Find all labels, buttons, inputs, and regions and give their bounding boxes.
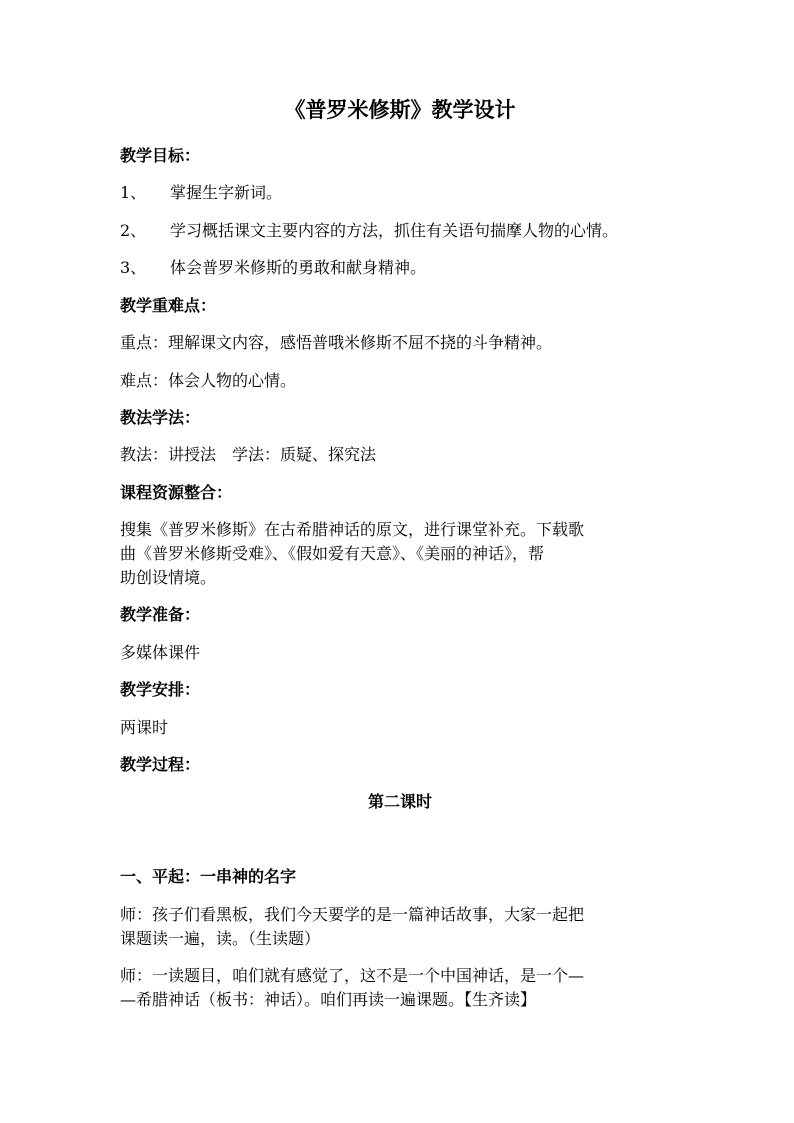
goal-text: 掌握生字新词。 <box>170 183 283 202</box>
goal-item-3 <box>120 256 426 279</box>
methods-text: 教法：讲授法 学法：质疑、探究法 <box>120 445 377 464</box>
goal-number: 3、 <box>120 258 147 277</box>
resources-heading: 课程资源整合： <box>120 483 233 502</box>
resources-line-2: 曲《普罗米修斯受难》、《假如爱有天意》、《美丽的神话》，帮 <box>120 544 545 563</box>
document-title: 《普罗米修斯》教学设计 <box>284 97 516 122</box>
dialogue-line-2a: 师：一读题目，咱们就有感觉了，这不是一个中国神话，是一个— <box>120 966 585 985</box>
dialogue-line-1a: 师：孩子们看黑板，我们今天要学的是一篇神话故事，大家一起把 <box>120 905 585 924</box>
goal-number: 2、 <box>120 221 147 240</box>
key-points-heading: 教学重难点： <box>120 296 217 315</box>
session-title: 第二课时 <box>367 792 432 811</box>
preparation-text: 多媒体课件 <box>120 643 201 662</box>
dialogue-line-2b: —希腊神话（板书：神话）。咱们再读一遍课题。【生齐读】 <box>120 990 537 1009</box>
process-heading: 教学过程： <box>120 755 201 774</box>
arrangement-heading: 教学安排： <box>120 680 201 699</box>
goal-text: 学习概括课文主要内容的方法，抓住有关语句揣摩人物的心情。 <box>170 221 619 240</box>
focus-text: 重点：理解课文内容，感悟普哦米修斯不屈不挠的斗争精神。 <box>120 333 553 352</box>
goal-number: 1、 <box>120 183 147 202</box>
goal-item-1 <box>120 181 282 204</box>
methods-heading: 教法学法： <box>120 408 201 427</box>
preparation-heading: 教学准备： <box>120 605 201 624</box>
section-1-heading: 一、平起：一串神的名字 <box>120 867 297 886</box>
goal-text: 体会普罗米修斯的勇敢和献身精神。 <box>170 258 427 277</box>
dialogue-line-1b: 课题读一遍，读。（生读题） <box>120 929 321 948</box>
difficulty-text: 难点：体会人物的心情。 <box>120 371 297 390</box>
goals-heading: 教学目标： <box>120 146 201 165</box>
arrangement-text: 两课时 <box>120 718 169 737</box>
resources-line-1: 搜集《普罗米修斯》在古希腊神话的原文，进行课堂补充。下载歌 <box>120 520 585 539</box>
resources-line-3: 助创设情境。 <box>120 568 217 587</box>
goal-item-2 <box>120 219 618 242</box>
